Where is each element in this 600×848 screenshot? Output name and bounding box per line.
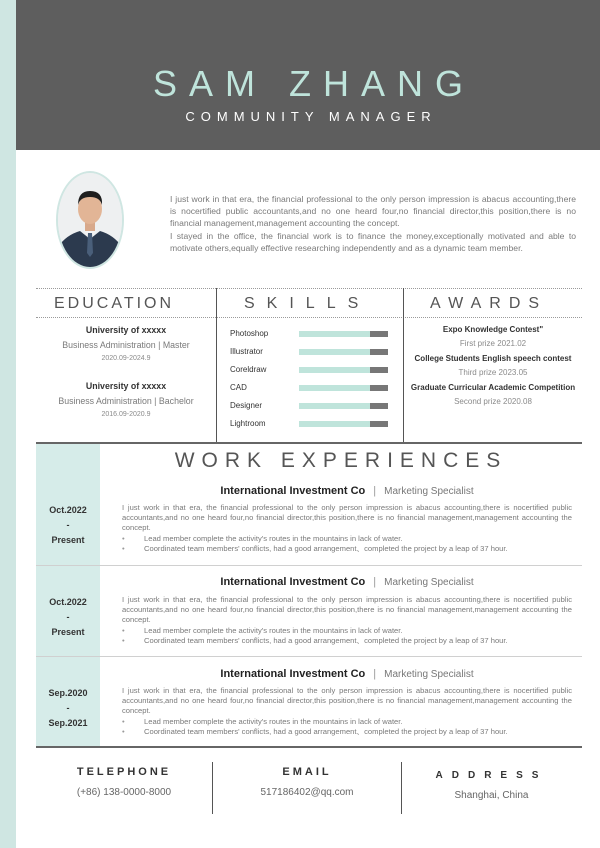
job-bullet: • Coordinated team members' conflicts, had a good arrangement、completed the project by a leap of 37 hour. xyxy=(122,544,572,554)
job-date-start: Sep.2020 xyxy=(48,688,88,698)
job-description xyxy=(122,503,572,554)
job-header xyxy=(122,576,572,588)
job-header-separator: | xyxy=(373,485,377,497)
skill-bar-fill xyxy=(299,367,370,373)
job-description xyxy=(122,686,572,737)
job-position: Marketing Specialist xyxy=(384,486,474,497)
skill-row xyxy=(230,347,390,357)
skill-label: Illustrator xyxy=(230,347,263,356)
job-date-end: Present xyxy=(51,535,85,545)
job-divider xyxy=(36,565,582,566)
award-entry xyxy=(404,383,582,406)
header-banner xyxy=(16,0,600,150)
education-degree: Business Administration | Master xyxy=(62,340,190,350)
skill-bar-fill xyxy=(299,421,370,427)
award-entry xyxy=(404,325,582,348)
job-summary: I just work in that era, the financial professional to the only person impression is abacus accounting,there is nocertified public accountants,and no one heard four,no financial director,this position,there is no financial management,management accounting the concept. xyxy=(122,595,572,625)
candidate-name: SAM ZHANG xyxy=(152,63,475,104)
education-dates: 2020.09-2024.9 xyxy=(101,355,151,362)
address-label: ADDRESS xyxy=(435,770,548,781)
job-bullets xyxy=(122,717,572,737)
skill-bar-fill xyxy=(299,349,370,355)
job-bullets xyxy=(122,534,572,554)
job-bullet: • Lead member complete the activity's routes in the mountains in lack of water. xyxy=(122,534,572,544)
job-position: Marketing Specialist xyxy=(384,577,474,588)
candidate-role: COMMUNITY MANAGER xyxy=(185,109,437,124)
contact-email xyxy=(212,766,402,798)
job-date-end: Sep.2021 xyxy=(48,718,88,728)
education-degree: Business Administration | Bachelor xyxy=(58,396,194,406)
left-accent-strip xyxy=(0,0,16,848)
job-summary: I just work in that era, the financial professional to the only person impression is abacus accounting,there is nocertified public accountants,and no one heard four,no financial director,this position,there is no financial management,management accounting the concept. xyxy=(122,686,572,716)
job-date xyxy=(36,686,100,731)
job-bullets xyxy=(122,626,572,646)
job-header-separator: | xyxy=(373,668,377,680)
job-summary: I just work in that era, the financial professional to the only person impression is abacus accounting,there is nocertified public accountants,and no one heard four,no financial director,this position,there is no financial management,management accounting the concept. xyxy=(122,503,572,533)
job-company: International Investment Co xyxy=(220,668,366,680)
education-entry xyxy=(36,325,216,362)
section-divider-top xyxy=(36,288,582,289)
job-bullet: • Lead member complete the activity's routes in the mountains in lack of water. xyxy=(122,626,572,636)
email-value: 517186402@qq.com xyxy=(260,787,354,798)
award-title: Expo Knowledge Contest" xyxy=(442,325,544,334)
work-bottom-rule xyxy=(36,746,582,748)
job-header xyxy=(122,485,572,497)
skill-bar xyxy=(299,331,388,337)
telephone-label: TELEPHONE xyxy=(76,766,172,778)
avatar-portrait-icon xyxy=(58,173,122,267)
job-company: International Investment Co xyxy=(220,485,366,497)
skill-bar xyxy=(299,403,388,409)
summary-paragraph-2: I stayed in the office, the financial work is to finance the money,exceptionally motivated and able to motivate others,equally effective researching independently and as a dynamic team member. xyxy=(170,230,576,253)
award-detail: Second prize 2020.08 xyxy=(454,397,532,406)
skill-bar-fill xyxy=(299,403,370,409)
skill-bar xyxy=(299,367,388,373)
job-bullet: • Coordinated team members' conflicts, had a good arrangement、completed the project by a leap of 37 hour. xyxy=(122,727,572,737)
skill-row xyxy=(230,329,390,339)
address-value: Shanghai, China xyxy=(454,790,529,801)
column-divider-1 xyxy=(216,288,217,442)
work-top-rule xyxy=(36,442,582,444)
contact-telephone xyxy=(36,766,212,798)
education-dates: 2016.09-2020.9 xyxy=(101,411,151,418)
profile-photo xyxy=(56,171,124,269)
job-company: International Investment Co xyxy=(220,576,366,588)
award-title: Graduate Curricular Academic Competition xyxy=(410,383,576,392)
awards-heading: AWARDS xyxy=(430,295,548,312)
award-detail: Third prize 2023.05 xyxy=(458,368,528,377)
skill-row xyxy=(230,401,390,411)
section-divider-header xyxy=(36,317,582,318)
skill-row xyxy=(230,419,390,429)
education-entry xyxy=(36,381,216,418)
job-position: Marketing Specialist xyxy=(384,669,474,680)
skill-bar xyxy=(299,349,388,355)
education-school: University of xxxxx xyxy=(85,381,167,391)
award-title: College Students English speech contest xyxy=(414,354,572,363)
education-heading: EDUCATION xyxy=(54,295,175,312)
skills-heading: SKILLS xyxy=(244,295,371,312)
skill-bar xyxy=(299,421,388,427)
job-date-start: Oct.2022 xyxy=(49,505,87,515)
award-detail: First prize 2021.02 xyxy=(459,339,527,348)
skill-row xyxy=(230,383,390,393)
telephone-value: (+86) 138-0000-8000 xyxy=(76,787,172,798)
profile-summary xyxy=(170,193,576,254)
contact-address xyxy=(401,770,582,801)
job-date-end: Present xyxy=(51,627,85,637)
skill-row xyxy=(230,365,390,375)
skill-label: Designer xyxy=(230,401,263,410)
job-date-separator: - xyxy=(66,703,70,713)
job-date xyxy=(36,503,100,548)
job-date-start: Oct.2022 xyxy=(49,597,87,607)
award-entry xyxy=(404,354,582,377)
email-label: EMAIL xyxy=(282,766,332,778)
skill-bar-fill xyxy=(299,385,370,391)
skill-label: Photoshop xyxy=(230,329,269,338)
education-school: University of xxxxx xyxy=(85,325,167,335)
job-header xyxy=(122,668,572,680)
skill-label: CAD xyxy=(230,383,247,392)
job-date-separator: - xyxy=(66,520,70,530)
job-description xyxy=(122,595,572,646)
job-header-separator: | xyxy=(373,576,377,588)
job-bullet: • Lead member complete the activity's routes in the mountains in lack of water. xyxy=(122,717,572,727)
skill-label: Coreldraw xyxy=(230,365,267,374)
work-experiences-heading: WORK EXPERIENCES xyxy=(174,449,508,472)
job-date xyxy=(36,595,100,640)
job-divider xyxy=(36,656,582,657)
job-date-separator: - xyxy=(66,612,70,622)
skill-bar xyxy=(299,385,388,391)
skill-label: Lightroom xyxy=(230,419,266,428)
skill-bar-fill xyxy=(299,331,370,337)
job-bullet: • Coordinated team members' conflicts, had a good arrangement、completed the project by a leap of 37 hour. xyxy=(122,636,572,646)
summary-paragraph-1: I just work in that era, the financial professional to the only person impression is abacus accounting,there is nocertified public accountants,and no one heard four,no financial director,this position,there is no financial management,management accounting the concept. xyxy=(170,194,576,229)
